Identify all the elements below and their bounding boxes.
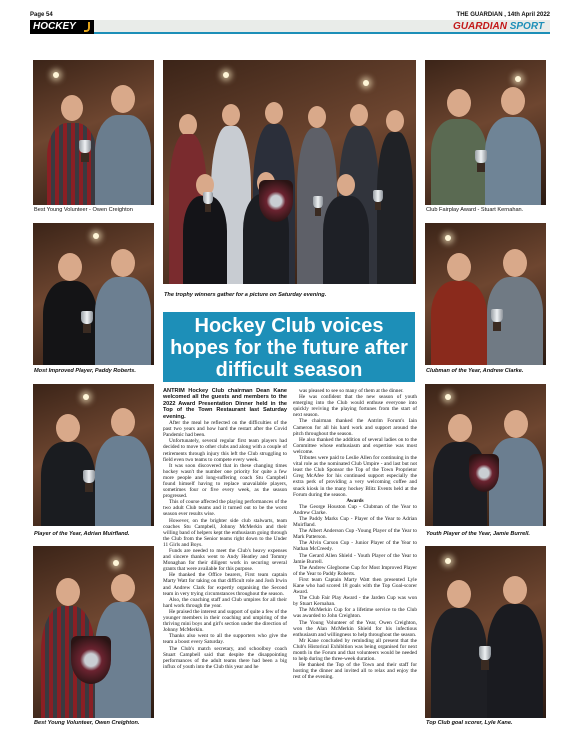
trophy-icon <box>479 646 491 670</box>
shield-trophy-icon <box>259 180 293 222</box>
ceiling-light <box>445 394 451 400</box>
article-paragraph: Thanks also went to all the supporters who give the team a boost every Saturday. <box>163 633 287 646</box>
ceiling-light <box>53 72 59 78</box>
award-item: The Andrew Glegborne Cup for Most Improved Player of the Year to Paddy Roberts. <box>293 564 417 577</box>
article-paragraph: He was confident that the new season of youth emerging into the Club would enthuse everyone into quickly reviving the playing fortunes from the start of next season. <box>293 394 417 419</box>
page-number: Page 54 <box>30 12 53 18</box>
award-item: The McMerkin Cup for a lifetime service to the Club was awarded to John Creighton. <box>293 607 417 620</box>
caption: The trophy winners gather for a picture on Saturday evening. <box>164 292 327 298</box>
ceiling-light <box>445 235 451 241</box>
article-paragraph: Also, the coaching staff and Club umpires for all their hard work through the year. <box>163 596 287 609</box>
shield-trophy-icon <box>71 636 111 684</box>
photo-most-improved <box>33 223 154 365</box>
trophy-icon <box>373 190 383 210</box>
article-paragraph: After the meal he reflected on the difficulties of the past two years and how hard the restart after the Covid Pandemic had been. <box>163 420 287 439</box>
ceiling-light <box>113 560 119 566</box>
article-paragraph: This of course affected the playing performances of the two adult Club teams and it turned out to be the worst season ever results wise. <box>163 499 287 518</box>
ceiling-light <box>83 394 89 400</box>
article-paragraph: He thanked the Office bearers, First team captain Marty Watt for taking on that difficult role and Josh Irwin and Andrew Clark for expertly organising the Second team in very trying circumstances throughout the season. <box>163 572 287 597</box>
article-paragraph: was pleased to see so many of them at the dinner. <box>299 388 404 394</box>
article-column-2 <box>293 388 417 681</box>
ceiling-light <box>93 233 99 239</box>
article-paragraph: Funds are needed to meet the Club's heavy expenses and sincere thanks went to Andy Heatley and Tommy Monaghan for their diligent work in securing several grants that were available for this purpose. <box>163 548 287 573</box>
trophy-icon <box>475 150 487 172</box>
person <box>95 85 151 205</box>
photo-player-of-year <box>33 384 154 526</box>
award-item: First team Captain Marty Watt then presented Lyle Kane who had scored 18 goals with the Top Goal-scorer Award. <box>293 576 417 596</box>
caption: Best Young Volunteer - Owen Creighton <box>34 207 133 213</box>
brand-logo <box>453 21 544 32</box>
caption: Youth Player of the Year, Jamie Burrell. <box>426 531 530 537</box>
article-paragraph: Tributes were paid to Leslie Allen for continuing in the vital role as the nominated Club Umpire - and last but not least the Club Sponsor the Top of the Town Proprietor Greg McAfee for his continued support especially the extra perk of providing a very welcoming coffee and snack kiosk in the many hockey Blitz Events held at the Forum during the season. <box>293 455 417 498</box>
trophy-icon <box>203 192 213 212</box>
section-banner <box>30 20 550 34</box>
trophy-icon <box>83 470 95 492</box>
brand-guardian: GUARDIAN <box>453 21 507 32</box>
section-tag-label: HOCKEY <box>33 21 76 32</box>
award-item: The Albert Anderson Cup -Young Player of the Year to Mark Patterson. <box>293 528 417 541</box>
article-paragraph: He also thanked the addition of several ladies on to the Committee whose enthusiasm and expertise was most welcome. <box>293 436 417 455</box>
article-paragraph: He praised the interest and support of quite a few of the younger members in their coaching and umpiring of the thriving mini boys and girl's section under the direction of Johnny McMerkin. <box>163 608 287 634</box>
page-header <box>30 10 550 20</box>
caption: Clubman of the Year, Andrew Clarke. <box>426 368 524 374</box>
photo-clubman <box>425 223 546 365</box>
article-paragraph: It was soon discovered that in these changing times hockey wasn't the number one priority for quite a few more people and long-suffering coach Stu Campbell found himself having to replace unavailable players, sometimes four or five every week, as the season progressed. <box>163 462 287 500</box>
trophy-icon <box>491 309 503 331</box>
article-column-1 <box>163 388 287 670</box>
caption: Player of the Year, Adrian Muirfland. <box>34 531 130 537</box>
headline: Hockey Club voices hopes for the future after difficult season <box>163 312 415 382</box>
article-lead: ANTRIM Hockey Club chairman Dean Kane welcomed all the guests and members to the 2022 Award Presentation Dinner held in the Top of the Town Restaurant last Saturday evening. <box>163 388 287 420</box>
caption: Top Club goal scorer, Lyle Kane. <box>426 720 513 726</box>
award-item: The George Houston Cup - Clubman of the Year to Andrew Clarke. <box>293 503 417 516</box>
awards-subheading: Awards <box>346 497 364 504</box>
trophy-icon <box>79 140 91 162</box>
photo-youth-player <box>425 384 546 526</box>
photo-best-young-volunteer <box>33 60 154 205</box>
award-item: The Club Fair Play Award - the Jarden Cup was won by Stuart Kernahan. <box>293 595 417 608</box>
award-item: The Alvin Carson Cup - Junior Player of the Year to Nathan McCreedy. <box>293 540 417 553</box>
ceiling-light <box>363 80 369 86</box>
hockey-stick-icon <box>84 22 90 32</box>
ceiling-light <box>445 558 451 564</box>
article-paragraph: The Club's match secretary, and schoolboy coach Stuart Campbell said that despite the disappointing performances of the adult teams there had been a big influx of youth into the Club this year and he <box>163 645 287 670</box>
caption: Best Young Volunteer, Owen Creighton. <box>34 720 140 726</box>
section-tag <box>30 20 94 34</box>
award-item: The Paddy Marks Cup - Player of the Year to Adrian Muirfland. <box>293 515 417 529</box>
article-paragraph: However, on the brighter side club stalwarts, team coaches Stu Campbell, Johnny McMerkin and their willing band of helpers kept the enthusiasm going through the Club from the Senior teams right down to the Under 11 Girls and Boys. <box>163 517 287 548</box>
award-item: He thanked the Top of the Town and their staff for hosting the dinner and invited all to relax and enjoy the rest of the evening. <box>293 662 417 681</box>
article-paragraph: The chairman thanked the Antrim Forum's Iain Cameron for all his hard work and support around the pitch throughout the season. <box>293 418 417 437</box>
photo-top-goal-scorer <box>425 546 546 718</box>
article-paragraph: Unfortunately, several regular first team players had decided to move to other clubs and along with a couple of retirements through injury this left the Club struggling to field even two teams to compete every week. <box>163 438 287 463</box>
photo-fairplay <box>425 60 546 205</box>
brand-sport: SPORT <box>509 21 544 32</box>
photo-best-young-volunteer-2 <box>33 546 154 718</box>
award-item: The Gerard Allen Shield - Youth Player of the Year to Jamie Burrell. <box>293 552 417 565</box>
caption: Most Improved Player, Paddy Roberts. <box>34 368 136 374</box>
shield-trophy-icon <box>469 454 499 492</box>
caption: Club Fairplay Award - Stuart Kernahan. <box>426 207 524 213</box>
award-item: Mr Kane concluded by reminding all present that the Club's Historical Exhibition was being organised for next month in the Forum and that volunteers would be needed to help during the three-week duration. <box>293 637 417 663</box>
photo-group <box>163 60 416 284</box>
trophy-icon <box>313 196 323 216</box>
ceiling-light <box>515 76 521 82</box>
trophy-icon <box>81 311 93 333</box>
award-item: The Young Volunteer of the Year, Owen Creighton, won the Alan McMerkin Shield for his infectious enthusiasm and willingness to help throughout the season. <box>293 619 417 638</box>
ceiling-light <box>223 72 229 78</box>
publication-date: THE GUARDIAN , 14th April 2022 <box>456 12 550 18</box>
